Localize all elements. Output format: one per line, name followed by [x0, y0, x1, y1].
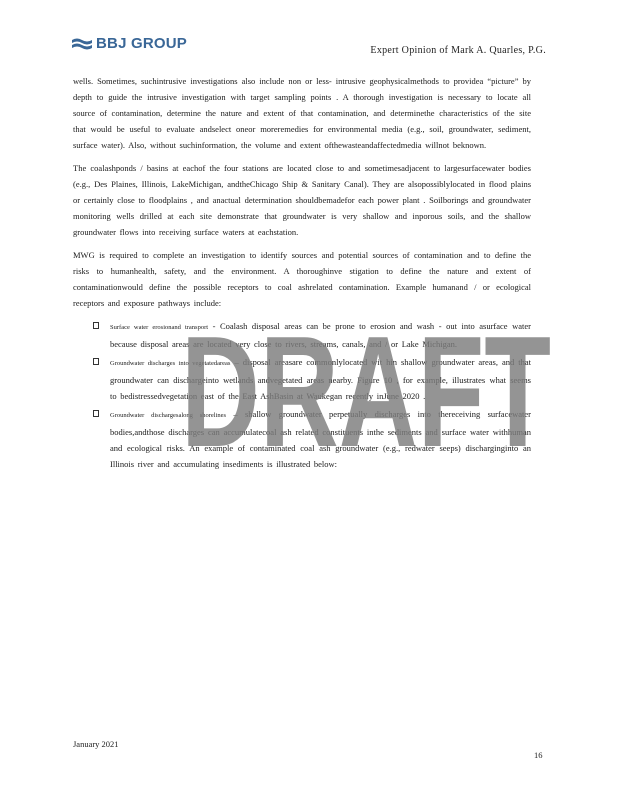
- bullet-icon: [93, 410, 99, 417]
- document-title: Expert Opinion of Mark A. Quarles, P.G.: [370, 45, 546, 56]
- paragraph-wells: wells. Sometimes, suchintrusive investigations also include non or less- intrusive geophysicalmethods to providea “picture” by depth to guide the intrusive investigation with target sampling points . A thorough investigation is necessary to locate all source of contamination, determine the nature and extent of that contamination, and determinethe characteristics of the site that would be useful to evaluate andselect oneor moreremedies for environmental media (e.g., soil, groundwater, sediment, surface water). Also, without suchinformation, the volume and extent ofthewasteandaffectedmedia willnot beknown.: [73, 76, 531, 150]
- company-logo: [72, 35, 187, 52]
- list-item-text: – shallow groundwater perpetually discharges into thereceiving surfacewater bodies,andthose discharges can accumulatecoal ash related constituents inthe sediments and surface water withhuman and ecological risks. An example of contaminated coal ash groundwater (e.g., redwater seeps) discharginginto an Illinois river and accumulating insediments is illustrated below:: [110, 409, 531, 469]
- bbj-logo-icon: [72, 36, 92, 52]
- list-item-term: Surface water erosionand transport: [110, 324, 209, 331]
- list-item: [73, 318, 531, 352]
- logo-text: BBJ GROUP: [96, 35, 187, 52]
- list-item-term: Groundwater dischargesalong shorelines: [110, 412, 227, 419]
- paragraph-mwg-required: MWG is required to complete an investigation to identify sources and potential sources of contamination and to define the risks to humanhealth, safety, and the environment. A thoroughinve stigation to define the nature and extent of contaminationwould define the possible receptors to coal ashrelated contamination. Example humanand / or ecological receptors and exposure pathways include:: [73, 250, 531, 308]
- bullet-icon: [93, 358, 99, 365]
- list-item-text: – disposal areasare commonlylocated wit hin shallow groundwater areas, and that groundwater can dischargeinto wetlands andvegetated areas nearby. Figure 10 , for example, illustrates what seems to bedistressedvegetation east of the East AshBasin at Waukegan recently inJune 2020 .: [110, 357, 531, 401]
- page-body: [73, 73, 531, 474]
- watermark-text: DRAFT: [181, 304, 551, 468]
- page-number: 16: [534, 750, 543, 760]
- list-item: [73, 406, 531, 472]
- footer-date: January 2021: [73, 739, 119, 749]
- list-item-text: - Coalash disposal areas can be prone to erosion and wash - out into asurface water because disposal areas are located very close to rivers, streams, canals, and / or Lake Michigan.: [110, 321, 531, 349]
- receptor-list: [73, 318, 531, 472]
- bullet-icon: [93, 322, 99, 329]
- list-item: [73, 354, 531, 404]
- list-item-term: Groundwater discharges into vegetatedareas: [110, 360, 231, 367]
- paragraph-coal-ash-ponds: The coalashponds / basins at eachof the four stations are located close to and sometimesadjacent to largesurfacewater bodies (e.g., Des Plaines, Illinois, LakeMichigan, andtheChicago Ship & Sanitary Canal). They are alsopossiblylocated in flood plains or certainly close to floodplains , and anactual determination shouldbemadefor each power plant . Soilborings and groundwater monitoring wells drilled at each site demonstrate that groundwater is very shallow and inporous soils, and the shallow groundwater flows into receiving surface waters at eachstation.: [73, 163, 531, 237]
